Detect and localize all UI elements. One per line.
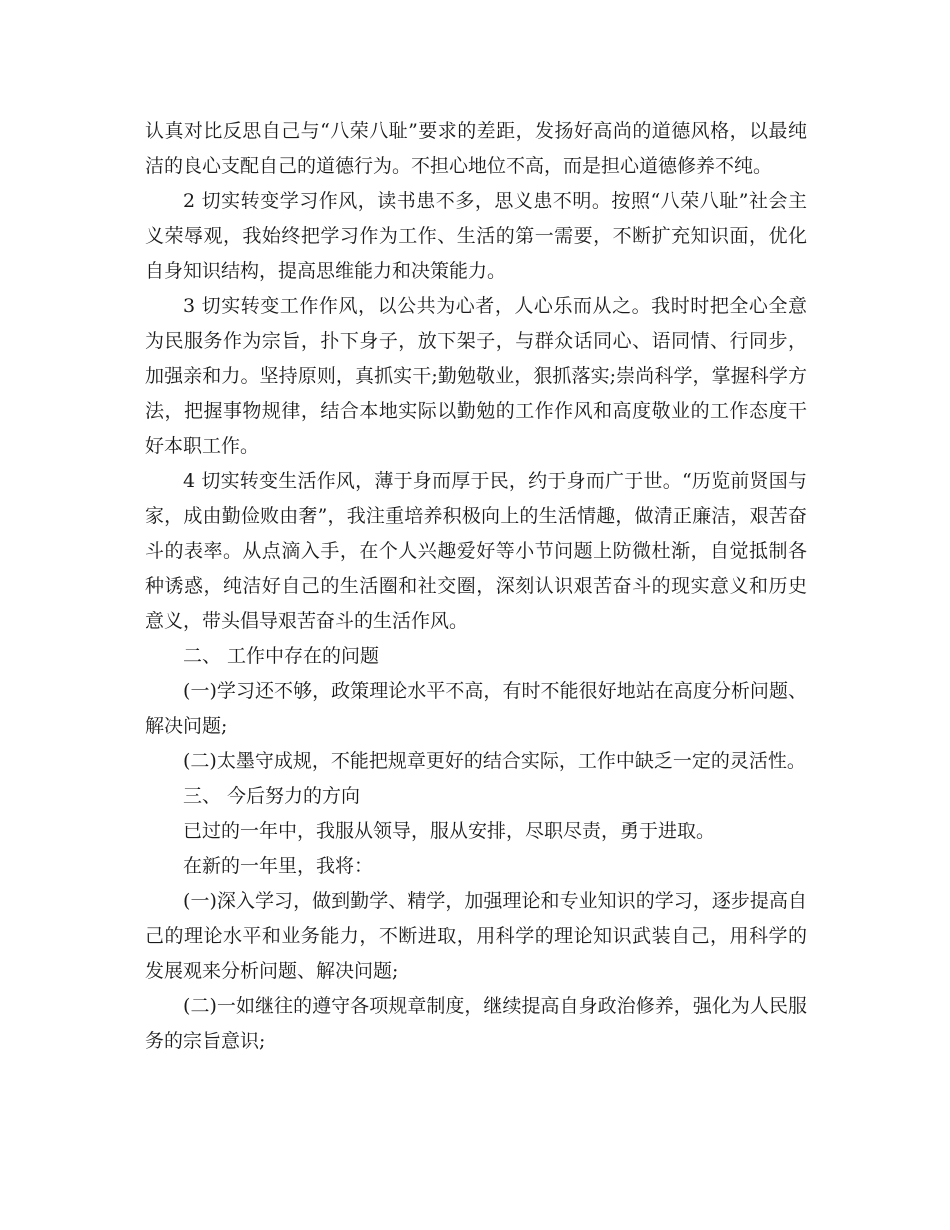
document-body bbox=[145, 114, 807, 1059]
section-heading-problems: 二、 工作中存在的问题 bbox=[183, 645, 380, 667]
paragraph-study-style: 2 切实转变学习作风，读书患不多，思义患不明。按照“八荣八耻”社会主义荣辱观，我始终把学习作为工作、生活的第一需要，不断扩充知识面，优化自身知识结构，提高思维能力和决策能力。 bbox=[145, 190, 807, 282]
paragraph-life-style: 4 切实转变生活作风，薄于身而厚于民，约于身而广于世。“历览前贤国与家，成由勤俭败由奢”，我注重培养积极向上的生活情趣，做清正廉洁，艰苦奋斗的表率。从点滴入手，在个人兴趣爱好等小节问题上防微杜渐，自觉抵制各种诱惑，纯洁好自己的生活圈和社交圈，深刻认识艰苦奋斗的现实意义和历史意义，带头倡导艰苦奋斗的生活作风。 bbox=[145, 470, 807, 632]
plan-item-1: (一)深入学习，做到勤学、精学，加强理论和专业知识的学习，逐步提高自己的理论水平和业务能力，不断进取，用科学的理论知识武装自己，用科学的发展观来分析问题、解决问题; bbox=[145, 890, 807, 982]
section-heading-direction: 三、 今后努力的方向 bbox=[183, 785, 361, 807]
problem-item-2: (二)太墨守成规，不能把规章更好的结合实际，工作中缺乏一定的灵活性。 bbox=[183, 750, 806, 772]
paragraph-work-style: 3 切实转变工作作风，以公共为心者，人心乐而从之。我时时把全心全意为民服务作为宗旨，扑下身子，放下架子，与群众话同心、语同情、行同步，加强亲和力。坚持原则，真抓实干;勤勉敬业，狠抓落实;崇尚科学，掌握科学方法，把握事物规律，结合本地实际以勤勉的工作作风和高度敬业的工作态度干好本职工作。 bbox=[145, 295, 807, 457]
plan-item-2: (二)一如继往的遵守各项规章制度，继续提高自身政治修养，强化为人民服务的宗旨意识; bbox=[145, 995, 807, 1052]
paragraph-continuation: 认真对比反思自己与“八荣八耻”要求的差距，发扬好高尚的道德风格，以最纯洁的良心支配自己的道德行为。不担心地位不高，而是担心道德修养不纯。 bbox=[145, 120, 807, 177]
paragraph-new-year: 在新的一年里，我将： bbox=[183, 855, 374, 877]
problem-item-1: (一)学习还不够，政策理论水平不高，有时不能很好地站在高度分析问题、解决问题; bbox=[145, 680, 807, 737]
paragraph-past-year: 已过的一年中，我服从领导，服从安排，尽职尽责，勇于进取。 bbox=[183, 820, 716, 842]
